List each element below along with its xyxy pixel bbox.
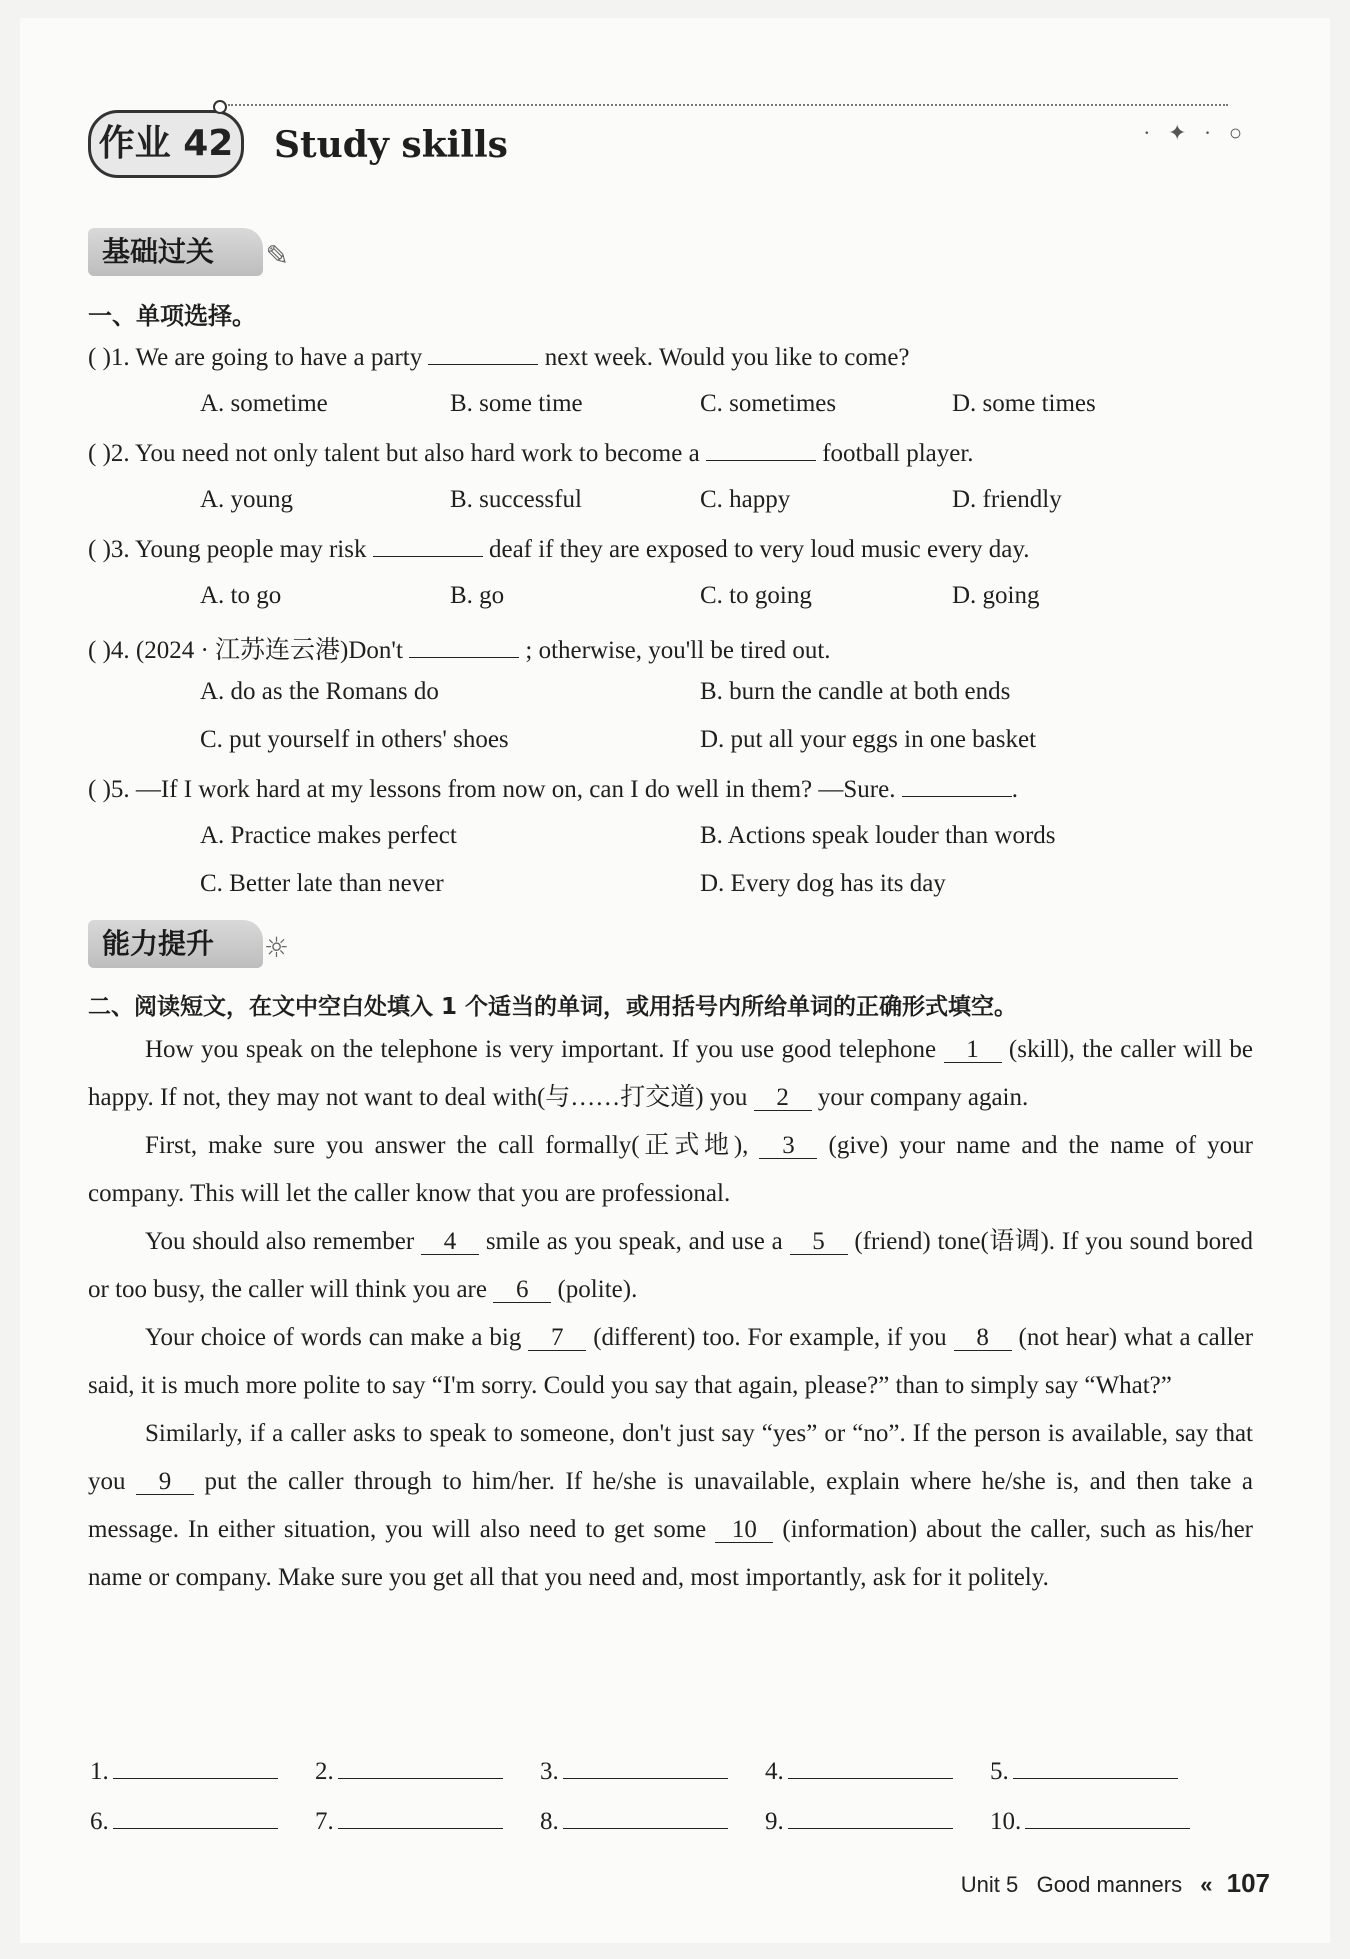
passage-text: First, make sure you answer the call formally(正式地), xyxy=(145,1132,749,1159)
option-c: C. Better late than never xyxy=(200,870,444,897)
section-banner-advanced xyxy=(88,920,289,968)
section1-instruction: 一、单项选择。 xyxy=(88,302,256,330)
passage-text: smile as you speak, and use a xyxy=(485,1228,783,1255)
page-footer xyxy=(961,1868,1270,1899)
passage-text: (give) your name and the name of your company. This will let the caller know that you are professional. xyxy=(88,1132,1253,1207)
option-a: A. to go xyxy=(200,582,282,609)
answer-blank[interactable] xyxy=(902,774,1012,797)
answer-field[interactable] xyxy=(788,1806,953,1829)
passage-text: Similarly, if a caller asks to speak to someone, don't just say “yes” or “no”. If the person is available, say that you xyxy=(88,1420,1253,1495)
question-number: ( )5. xyxy=(88,776,130,803)
answer-field[interactable] xyxy=(113,1756,278,1779)
gap-blank-9[interactable]: 9 xyxy=(136,1470,194,1495)
lesson-title: Study skills xyxy=(274,124,508,166)
option-d: D. some times xyxy=(952,390,1096,417)
answer-label: 2. xyxy=(315,1758,334,1785)
answer-field[interactable] xyxy=(1013,1756,1178,1779)
lesson-header xyxy=(88,110,1248,180)
option-c: C. happy xyxy=(700,486,791,513)
paragraph-2 xyxy=(88,1122,1253,1218)
passage-text: (friend) tone(语调). If you sound bored or too busy, the caller will think you are xyxy=(88,1228,1254,1303)
question-stem-end: football player. xyxy=(822,440,974,467)
reading-passage xyxy=(88,1026,1253,1602)
section2-instruction: 二、阅读短文，在文中空白处填入 1 个适当的单词，或用括号内所给单词的正确形式填空。 xyxy=(88,994,1018,1020)
option-a: A. Practice makes perfect xyxy=(200,822,457,849)
paragraph-5 xyxy=(88,1410,1253,1602)
option-d: D. Every dog has its day xyxy=(700,870,946,897)
section-banner-basic xyxy=(88,228,289,276)
passage-text: (information) about the caller, such as his/her name or company. Make sure you get all that you need and, most importantly, ask for it politely. xyxy=(88,1516,1253,1591)
passage-text: (polite). xyxy=(557,1276,638,1303)
question-5 xyxy=(88,774,1018,804)
answer-line-9 xyxy=(765,1806,953,1836)
answer-label: 7. xyxy=(315,1808,334,1835)
passage-text: (not hear) what a caller said, it is much more polite to say “I'm sorry. Could you say that again, please?” than to simply say “What?” xyxy=(88,1324,1254,1399)
answer-blank[interactable] xyxy=(409,635,519,658)
question-number: ( )2. xyxy=(88,440,130,467)
passage-text: You should also remember xyxy=(145,1228,415,1255)
question-stem-end: ; otherwise, you'll be tired out. xyxy=(525,637,831,664)
answer-line-3 xyxy=(540,1756,728,1786)
option-a: A. sometime xyxy=(200,390,328,417)
answer-label: 6. xyxy=(90,1808,109,1835)
question-number: ( )3. xyxy=(88,536,130,563)
section-banner-label: 能力提升 xyxy=(102,927,215,960)
gap-blank-1[interactable]: 1 xyxy=(944,1038,1002,1063)
sparkle-icon: · ✦ · ○ xyxy=(1143,120,1248,145)
question-2 xyxy=(88,438,974,468)
question-stem: We are going to have a party xyxy=(135,344,423,371)
gap-blank-7[interactable]: 7 xyxy=(528,1326,586,1351)
answer-label: 8. xyxy=(540,1808,559,1835)
answer-field[interactable] xyxy=(1025,1806,1190,1829)
option-d: D. put all your eggs in one basket xyxy=(700,726,1037,753)
gap-blank-2[interactable]: 2 xyxy=(754,1086,812,1111)
gap-blank-6[interactable]: 6 xyxy=(493,1278,551,1303)
gap-blank-4[interactable]: 4 xyxy=(421,1230,479,1255)
question-4 xyxy=(88,630,831,666)
option-c: C. sometimes xyxy=(700,390,837,417)
homework-badge: 作业 42 xyxy=(88,110,244,178)
unit-topic: Good manners xyxy=(1036,1872,1183,1897)
option-c: C. to going xyxy=(700,582,812,609)
answer-blank[interactable] xyxy=(428,342,538,365)
answer-label: 3. xyxy=(540,1758,559,1785)
question-stem-end: next week. Would you like to come? xyxy=(544,344,910,371)
gap-blank-5[interactable]: 5 xyxy=(790,1230,848,1255)
paragraph-4 xyxy=(88,1314,1253,1410)
answer-label: 9. xyxy=(765,1808,784,1835)
option-d: D. going xyxy=(952,582,1040,609)
answer-field[interactable] xyxy=(563,1806,728,1829)
passage-text: put the caller through to him/her. If he/she is unavailable, explain where he/she is, and then take a message. In either situation, you will also need to get some xyxy=(88,1468,1254,1543)
gap-blank-3[interactable]: 3 xyxy=(759,1134,817,1159)
option-b: B. Actions speak louder than words xyxy=(700,822,1056,849)
page-number: 107 xyxy=(1226,1868,1270,1898)
unit-label: Unit 5 xyxy=(960,1872,1019,1897)
passage-text: (different) too. For example, if you xyxy=(593,1324,947,1351)
answer-line-10 xyxy=(990,1806,1190,1836)
answer-line-5 xyxy=(990,1756,1178,1786)
question-stem: Young people may risk xyxy=(134,536,367,563)
lightbulb-icon: ☼ xyxy=(263,931,289,964)
answer-line-1 xyxy=(90,1756,278,1786)
answer-label: 10. xyxy=(990,1808,1022,1835)
answer-blank[interactable] xyxy=(373,534,483,557)
passage-text: How you speak on the telephone is very important. If you use good telephone xyxy=(145,1036,937,1063)
answer-line-6 xyxy=(90,1806,278,1836)
answer-label: 1. xyxy=(90,1758,109,1785)
option-b: B. successful xyxy=(450,486,582,513)
double-chevron-icon: « xyxy=(1200,1872,1213,1897)
option-b: B. go xyxy=(450,582,505,609)
dotted-divider xyxy=(228,104,1228,106)
answer-label: 5. xyxy=(990,1758,1009,1785)
option-d: D. friendly xyxy=(952,486,1062,513)
answer-line-7 xyxy=(315,1806,503,1836)
question-number: ( )1. xyxy=(88,344,130,371)
question-stem-end: deaf if they are exposed to very loud music every day. xyxy=(488,536,1030,563)
answer-line-4 xyxy=(765,1756,953,1786)
question-stem: You need not only talent but also hard work to become a xyxy=(134,440,700,467)
answer-field[interactable] xyxy=(563,1756,728,1779)
answer-field[interactable] xyxy=(338,1806,503,1829)
option-a: A. young xyxy=(200,486,294,513)
option-b: B. burn the candle at both ends xyxy=(700,678,1011,705)
question-3 xyxy=(88,534,1030,564)
passage-text: your company again. xyxy=(817,1084,1029,1111)
answer-line-8 xyxy=(540,1806,728,1836)
answer-field[interactable] xyxy=(338,1756,503,1779)
question-1 xyxy=(88,342,910,372)
answer-field[interactable] xyxy=(788,1756,953,1779)
question-stem: —If I work hard at my lessons from now on, can I do well in them? —Sure. xyxy=(135,776,896,803)
answer-field[interactable] xyxy=(113,1806,278,1829)
option-a: A. do as the Romans do xyxy=(200,678,439,705)
option-b: B. some time xyxy=(450,390,583,417)
passage-text: Your choice of words can make a big xyxy=(145,1324,522,1351)
paragraph-3 xyxy=(88,1218,1253,1314)
question-stem-end: . xyxy=(1011,776,1018,803)
answer-line-2 xyxy=(315,1756,503,1786)
option-c: C. put yourself in others' shoes xyxy=(200,726,509,753)
answer-label: 4. xyxy=(765,1758,784,1785)
section-banner-label: 基础过关 xyxy=(102,235,215,268)
answer-blank[interactable] xyxy=(706,438,816,461)
question-stem: (2024 · 江苏连云港)Don't xyxy=(135,637,403,664)
gap-blank-8[interactable]: 8 xyxy=(954,1326,1012,1351)
pencil-icon: ✎ xyxy=(265,239,289,272)
paragraph-1 xyxy=(88,1026,1253,1122)
passage-text: (skill), the caller will be happy. If not, they may not want to deal with(与……打交道) you xyxy=(88,1036,1254,1111)
gap-blank-10[interactable]: 10 xyxy=(715,1518,773,1543)
question-number: ( )4. xyxy=(88,637,130,664)
badge-dot-icon xyxy=(213,100,227,114)
